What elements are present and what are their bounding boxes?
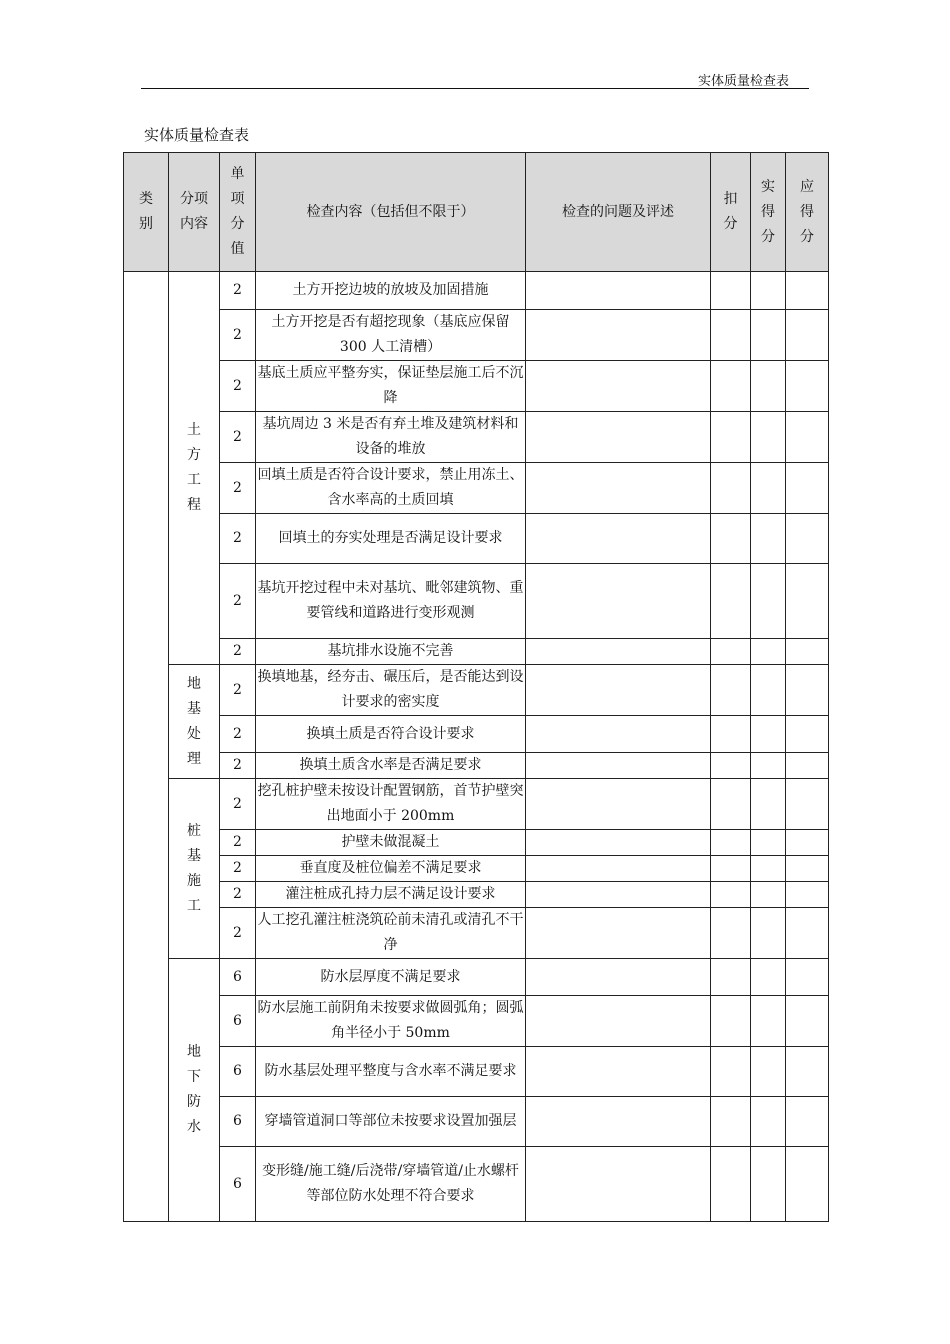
issues-cell[interactable] (526, 830, 711, 856)
due-cell[interactable] (786, 310, 829, 361)
table-row (124, 716, 829, 753)
score-cell: 2 (220, 412, 256, 463)
actual-cell[interactable] (751, 514, 786, 564)
issues-cell[interactable] (526, 716, 711, 753)
actual-cell[interactable] (751, 361, 786, 412)
actual-cell[interactable] (751, 665, 786, 716)
header-row (124, 153, 829, 272)
header-issues: 检查的问题及评述 (526, 153, 711, 272)
actual-cell[interactable] (751, 716, 786, 753)
due-cell[interactable] (786, 514, 829, 564)
due-cell[interactable] (786, 361, 829, 412)
issues-cell[interactable] (526, 753, 711, 779)
issues-cell[interactable] (526, 310, 711, 361)
deduct-cell[interactable] (711, 882, 751, 908)
actual-cell[interactable] (751, 856, 786, 882)
deduct-cell[interactable] (711, 310, 751, 361)
actual-cell[interactable] (751, 463, 786, 514)
score-cell: 2 (220, 463, 256, 514)
score-cell: 6 (220, 959, 256, 996)
issues-cell[interactable] (526, 361, 711, 412)
actual-cell[interactable] (751, 959, 786, 996)
content-cell: 换填地基，经夯击、碾压后，是否能达到设计要求的密实度 (256, 665, 526, 716)
score-cell: 2 (220, 830, 256, 856)
header-unit-score: 单项分值 (220, 153, 256, 272)
table-row (124, 310, 829, 361)
table-row (124, 779, 829, 830)
actual-cell[interactable] (751, 1147, 786, 1222)
content-cell: 换填土质含水率是否满足要求 (256, 753, 526, 779)
table-row (124, 639, 829, 665)
due-cell[interactable] (786, 996, 829, 1047)
score-cell: 2 (220, 753, 256, 779)
due-cell[interactable] (786, 272, 829, 310)
due-cell[interactable] (786, 779, 829, 830)
content-cell: 人工挖孔灌注桩浇筑砼前未清孔或清孔不干净 (256, 908, 526, 959)
actual-cell[interactable] (751, 310, 786, 361)
section-pile-foundation (169, 779, 220, 959)
section-name: 桩基施工 (187, 822, 201, 914)
content-cell: 基底土质应平整夯实，保证垫层施工后不沉降 (256, 361, 526, 412)
content-cell: 防水层厚度不满足要求 (256, 959, 526, 996)
score-cell: 2 (220, 908, 256, 959)
actual-cell[interactable] (751, 272, 786, 310)
due-cell[interactable] (786, 959, 829, 996)
score-cell: 2 (220, 716, 256, 753)
score-cell: 6 (220, 1047, 256, 1097)
deduct-cell[interactable] (711, 1097, 751, 1147)
running-header-text: 实体质量检查表 (697, 74, 789, 89)
content-cell: 垂直度及桩位偏差不满足要求 (256, 856, 526, 882)
issues-cell[interactable] (526, 779, 711, 830)
due-cell[interactable] (786, 908, 829, 959)
due-cell[interactable] (786, 716, 829, 753)
running-header (141, 68, 809, 89)
content-cell: 穿墙管道洞口等部位未按要求设置加强层 (256, 1097, 526, 1147)
issues-cell[interactable] (526, 996, 711, 1047)
actual-cell[interactable] (751, 753, 786, 779)
table-row (124, 412, 829, 463)
content-cell: 变形缝/施工缝/后浇带/穿墙管道/止水螺杆等部位防水处理不符合要求 (256, 1147, 526, 1222)
actual-cell[interactable] (751, 779, 786, 830)
issues-cell[interactable] (526, 856, 711, 882)
content-cell: 防水基层处理平整度与含水率不满足要求 (256, 1047, 526, 1097)
deduct-cell[interactable] (711, 753, 751, 779)
score-cell: 2 (220, 361, 256, 412)
score-cell: 6 (220, 1097, 256, 1147)
table-row (124, 856, 829, 882)
actual-cell[interactable] (751, 564, 786, 639)
content-cell: 灌注桩成孔持力层不满足设计要求 (256, 882, 526, 908)
issues-cell[interactable] (526, 1097, 711, 1147)
score-cell: 2 (220, 272, 256, 310)
section-name: 地下防水 (187, 1044, 201, 1135)
header-content: 检查内容（包括但不限于） (256, 153, 526, 272)
content-cell: 防水层施工前阴角未按要求做圆弧角；圆弧角半径小于 50mm (256, 996, 526, 1047)
table-row (124, 882, 829, 908)
deduct-cell[interactable] (711, 908, 751, 959)
due-cell[interactable] (786, 665, 829, 716)
deduct-cell[interactable] (711, 639, 751, 665)
content-cell: 土方开挖是否有超挖现象（基底应保留 300 人工清槽） (256, 310, 526, 361)
content-cell: 基坑周边 3 米是否有弃土堆及建筑材料和设备的堆放 (256, 412, 526, 463)
score-cell: 2 (220, 882, 256, 908)
deduct-cell[interactable] (711, 564, 751, 639)
category-cell (124, 272, 169, 1222)
issues-cell[interactable] (526, 272, 711, 310)
content-cell: 基坑开挖过程中未对基坑、毗邻建筑物、重要管线和道路进行变形观测 (256, 564, 526, 639)
table-body (124, 272, 829, 1222)
deduct-cell[interactable] (711, 959, 751, 996)
content-cell: 护壁未做混凝土 (256, 830, 526, 856)
actual-cell[interactable] (751, 830, 786, 856)
table-row (124, 830, 829, 856)
issues-cell[interactable] (526, 564, 711, 639)
table-row (124, 1047, 829, 1097)
table-row (124, 463, 829, 514)
content-cell: 基坑排水设施不完善 (256, 639, 526, 665)
table-row (124, 959, 829, 996)
due-cell[interactable] (786, 882, 829, 908)
table-row (124, 1097, 829, 1147)
issues-cell[interactable] (526, 959, 711, 996)
due-cell[interactable] (786, 564, 829, 639)
header-deduct: 扣分 (711, 153, 751, 272)
issues-cell[interactable] (526, 639, 711, 665)
due-cell[interactable] (786, 1147, 829, 1222)
score-cell: 2 (220, 514, 256, 564)
deduct-cell[interactable] (711, 412, 751, 463)
due-cell[interactable] (786, 830, 829, 856)
table-row (124, 272, 829, 310)
actual-cell[interactable] (751, 639, 786, 665)
issues-cell[interactable] (526, 882, 711, 908)
score-cell: 2 (220, 564, 256, 639)
issues-cell[interactable] (526, 665, 711, 716)
deduct-cell[interactable] (711, 463, 751, 514)
deduct-cell[interactable] (711, 272, 751, 310)
section-name: 土方工程 (187, 422, 201, 513)
document-title: 实体质量检查表 (144, 126, 250, 144)
issues-cell[interactable] (526, 412, 711, 463)
score-cell: 2 (220, 639, 256, 665)
deduct-cell[interactable] (711, 514, 751, 564)
table-row (124, 361, 829, 412)
section-earthwork (169, 272, 220, 665)
table-row (124, 908, 829, 959)
score-cell: 6 (220, 996, 256, 1047)
issues-cell[interactable] (526, 463, 711, 514)
header-category: 类别 (124, 153, 169, 272)
due-cell[interactable] (786, 753, 829, 779)
table-row (124, 514, 829, 564)
deduct-cell[interactable] (711, 665, 751, 716)
score-cell: 2 (220, 310, 256, 361)
table-row (124, 753, 829, 779)
actual-cell[interactable] (751, 996, 786, 1047)
table-row (124, 1147, 829, 1222)
table-row (124, 996, 829, 1047)
issues-cell[interactable] (526, 1047, 711, 1097)
due-cell[interactable] (786, 856, 829, 882)
section-foundation-treatment (169, 665, 220, 779)
header-due: 应得分 (786, 153, 829, 272)
due-cell[interactable] (786, 463, 829, 514)
deduct-cell[interactable] (711, 716, 751, 753)
actual-cell[interactable] (751, 882, 786, 908)
issues-cell[interactable] (526, 1147, 711, 1222)
actual-cell[interactable] (751, 1097, 786, 1147)
due-cell[interactable] (786, 1097, 829, 1147)
score-cell: 2 (220, 856, 256, 882)
actual-cell[interactable] (751, 908, 786, 959)
due-cell[interactable] (786, 639, 829, 665)
content-cell: 回填土质是否符合设计要求，禁止用冻土、含水率高的土质回填 (256, 463, 526, 514)
deduct-cell[interactable] (711, 1147, 751, 1222)
issues-cell[interactable] (526, 908, 711, 959)
content-cell: 挖孔桩护壁未按设计配置钢筋，首节护壁突出地面小于 200mm (256, 779, 526, 830)
deduct-cell[interactable] (711, 830, 751, 856)
deduct-cell[interactable] (711, 856, 751, 882)
header-actual: 实得分 (751, 153, 786, 272)
table-row (124, 564, 829, 639)
content-cell: 回填土的夯实处理是否满足设计要求 (256, 514, 526, 564)
issues-cell[interactable] (526, 514, 711, 564)
content-cell: 土方开挖边坡的放坡及加固措施 (256, 272, 526, 310)
header-subitem: 分项内容 (169, 153, 220, 272)
deduct-cell[interactable] (711, 1047, 751, 1097)
deduct-cell[interactable] (711, 996, 751, 1047)
section-underground-waterproofing (169, 959, 220, 1222)
deduct-cell[interactable] (711, 361, 751, 412)
score-cell: 2 (220, 779, 256, 830)
table-row (124, 665, 829, 716)
score-cell: 2 (220, 665, 256, 716)
inspection-table (123, 152, 829, 1222)
content-cell: 换填土质是否符合设计要求 (256, 716, 526, 753)
score-cell: 6 (220, 1147, 256, 1222)
section-name: 地基处理 (187, 675, 201, 767)
actual-cell[interactable] (751, 1047, 786, 1097)
due-cell[interactable] (786, 412, 829, 463)
due-cell[interactable] (786, 1047, 829, 1097)
actual-cell[interactable] (751, 412, 786, 463)
deduct-cell[interactable] (711, 779, 751, 830)
